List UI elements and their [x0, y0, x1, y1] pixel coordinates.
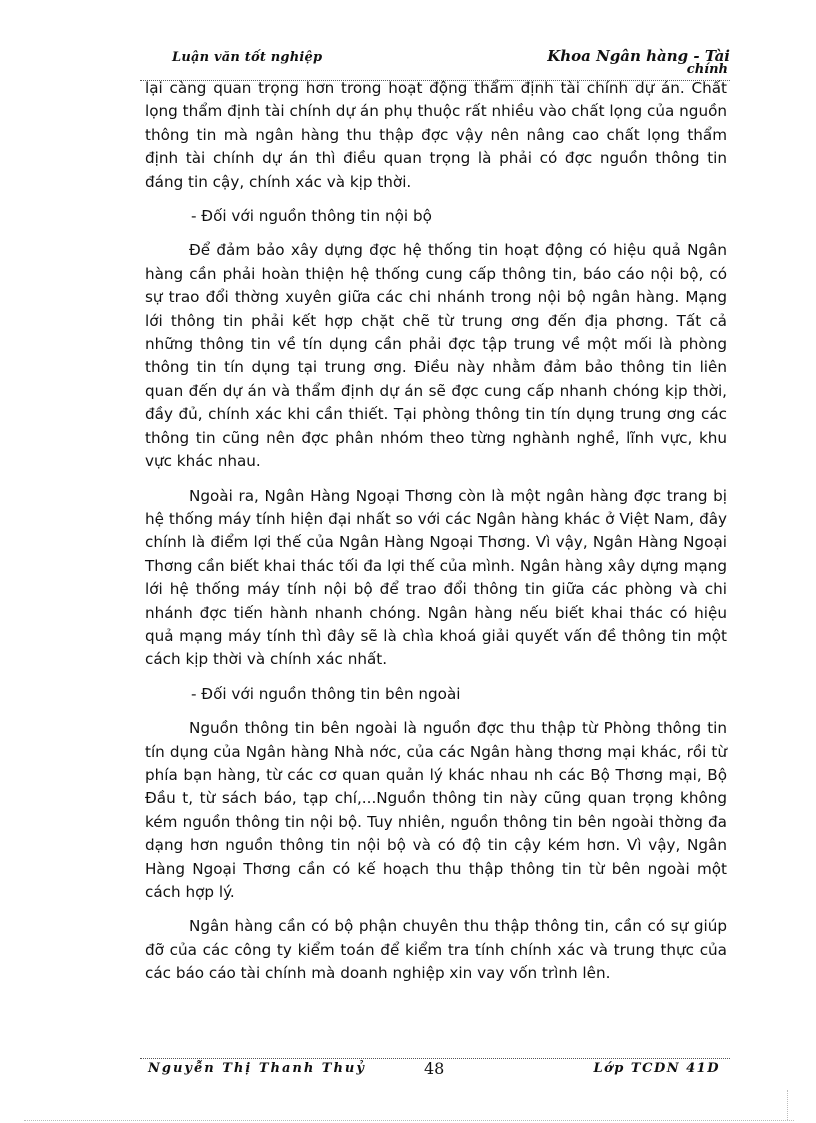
paragraph-audit-support: Ngân hàng cần có bộ phận chuyên thu thập thông tin, cần có sự giúp đỡ của các công ty kiểm toán để kiểm tra tính chính xác và trung thực của các báo cáo tài chính mà doanh nghiệp xin vay vốn trình lên. [145, 917, 727, 983]
footer-page-number: 48 [424, 1059, 445, 1078]
footer-author: Nguyễn Thị Thanh Thuỷ [148, 1061, 366, 1076]
footer-class: Lớp TCDN 41D [593, 1061, 720, 1076]
paragraph-continuation: lại càng quan trọng hơn trong hoạt động thẩm định tài chính dự án. Chất lọng thẩm định tài chính dự án phụ thuộc rất nhiều vào chất lọng của nguồn thông tin mà ngân hàng thu thập đợc vậy nên nâng cao chất lọng thẩm định tài chính dự án thì điều quan trọng là phải có đợc nguồn thông tin đáng tin cậy, chính xác và kịp thời. [145, 79, 727, 191]
paragraph-internal-info: Để đảm bảo xây dựng đợc hệ thống tin hoạt động có hiệu quả Ngân hàng cần phải hoàn thiện hệ thống cung cấp thông tin, báo cáo nội bộ, có sự trao đổi thờng xuyên giữa các chi nhánh trong nội bộ ngân hàng. Mạng lới thông tin phải kết hợp chặt chẽ từ trung ơng đến địa phơng. Tất cả những thông tin về tín dụng cần phải đợc tập trung về một mối là phòng thông tin tín dụng tại trung ơng. Điều này nhằm đảm bảo thông tin liên quan đến dự án và thẩm định dự án sẽ đợc cung cấp nhanh chóng kịp thời, đầy đủ, chính xác khi cần thiết. Tại phòng thông tin tín dụng trung ơng các thông tin cũng nên đợc phân nhóm theo từng nghành nghề, lĩnh vực, khu vực khác nhau. [145, 241, 727, 471]
subheading-external-sources: - Đối với nguồn thông tin bên ngoài [191, 684, 461, 703]
subheading-internal-sources: - Đối với nguồn thông tin nội bộ [191, 207, 432, 226]
header-thesis-label: Luận văn tốt nghiệp [172, 50, 323, 65]
header-faculty-label [530, 48, 730, 76]
page-footer [140, 1061, 730, 1085]
paragraph-computer-systems: Ngoài ra, Ngân Hàng Ngoại Thơng còn là một ngân hàng đợc trang bị hệ thống máy tính hiện đại nhất so với các Ngân hàng khác ở Việt Nam, đây chính là điểm lợi thế của Ngân Hàng Ngoại Thơng. Vì vậy, Ngân Hàng Ngoại Thơng cần biết khai thác tối đa lợi thế của mình. Ngân hàng xây dựng mạng lới hệ thống máy tính nội bộ để trao đổi thông tin giữa các phòng và chi nhánh đợc tiến hành nhanh chóng. Ngân hàng nếu biết khai thác có hiệu quả mạng máy tính thì đây sẽ là chìa khoá giải quyết vấn đề thông tin một cách kịp thời và chính xác nhất. [145, 486, 727, 669]
page-bottom-edge [24, 1120, 794, 1121]
body-text [145, 77, 727, 997]
header-faculty-line2: chính [686, 62, 728, 77]
page-right-edge [787, 1090, 788, 1120]
paragraph-external-info: Nguồn thông tin bên ngoài là nguồn đợc thu thập từ Phòng thông tin tín dụng của Ngân hàng Nhà nớc, của các Ngân hàng thơng mại khác, rồi từ phía bạn hàng, từ các cơ quan quản lý khác nhau nh các Bộ Thơng mại, Bộ Đầu t, từ sách báo, tạp chí,...Nguồn thông tin này cũng quan trọng không kém nguồn thông tin nội bộ. Tuy nhiên, nguồn thông tin bên ngoài thờng đa dạng hơn nguồn thông tin nội bộ và có độ tin cậy kém hơn. Vì vậy, Ngân Hàng Ngoại Thơng cần có kế hoạch thu thập thông tin từ bên ngoài một cách hợp lý. [145, 719, 727, 901]
header-faculty-line1: Khoa Ngân hàng - Tài [547, 47, 730, 65]
